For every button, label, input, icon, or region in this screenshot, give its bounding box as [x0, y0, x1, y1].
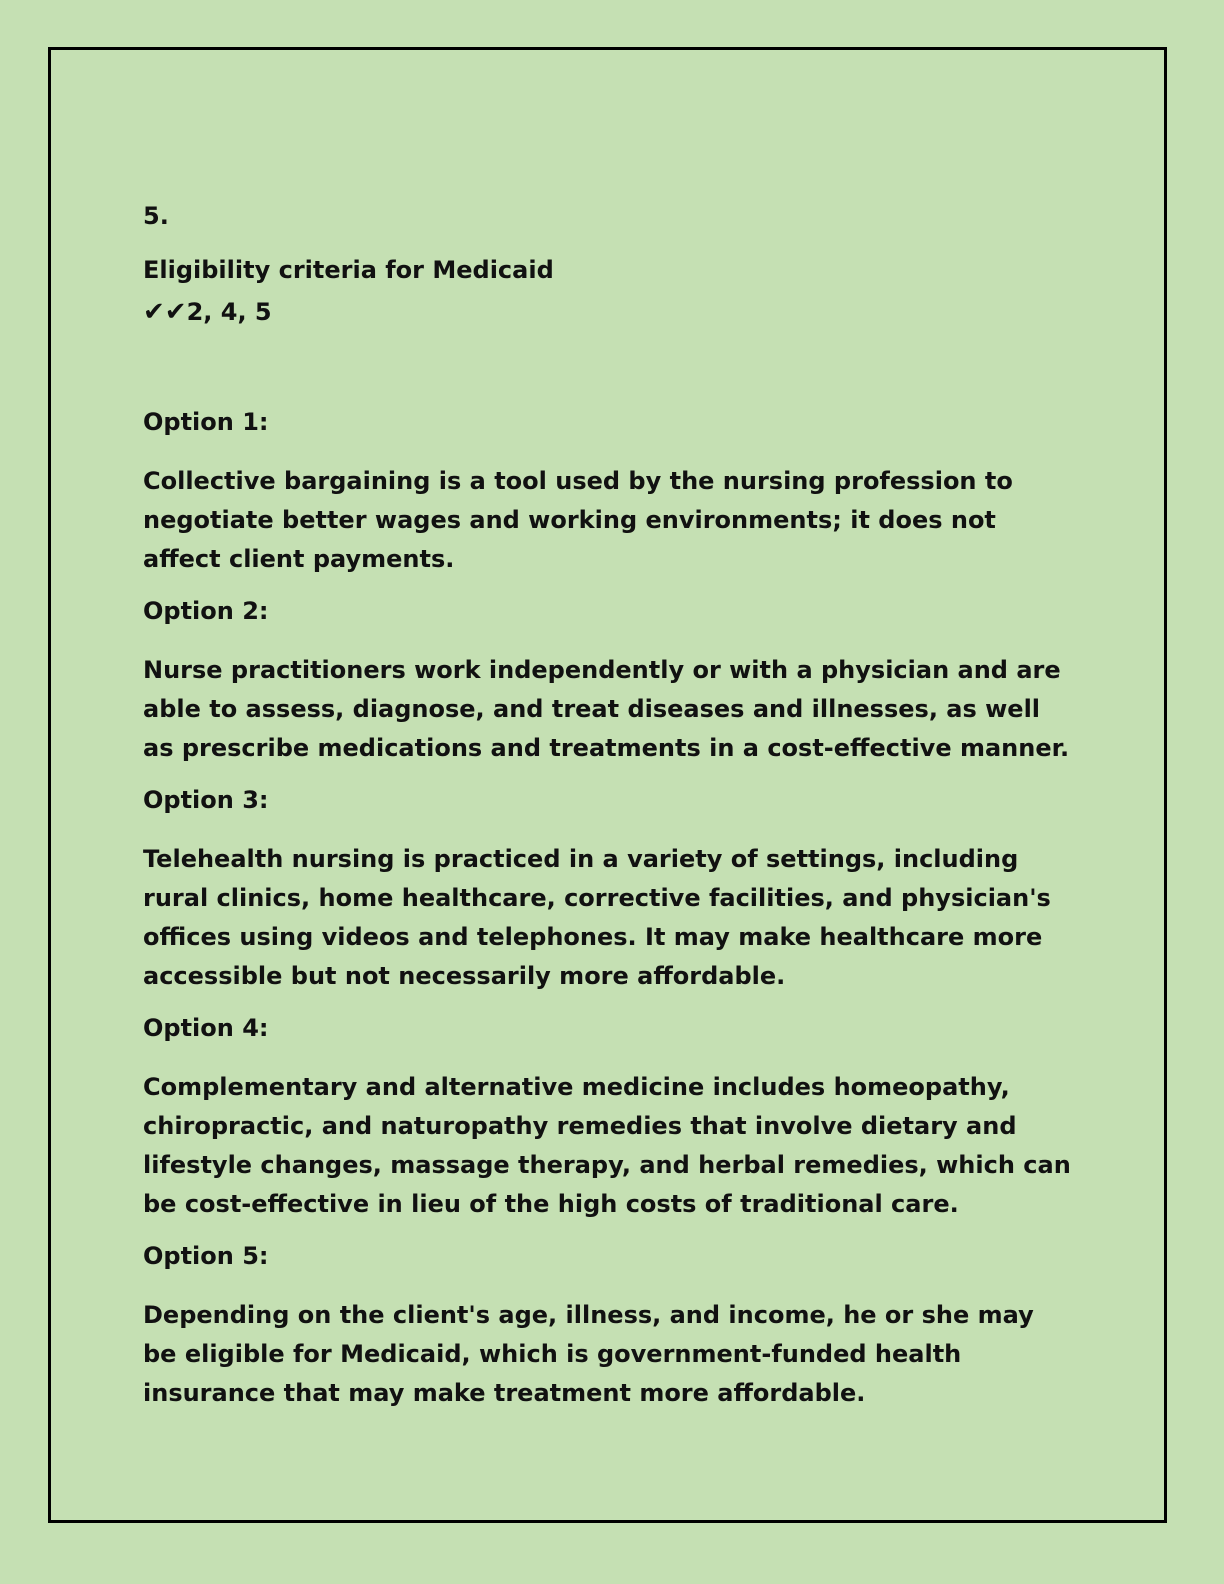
- option-text: Telehealth nursing is practiced in a variety of settings, including rural clinics, home healthcare, corrective facilities, and physician's offices using videos and telephones. It may make healthcare more accessible but not necessarily more affordable.: [143, 845, 1051, 990]
- option-2: [143, 595, 1073, 768]
- question-content: [143, 200, 1073, 1429]
- option-label: Option 1:: [143, 408, 269, 436]
- option-text: Complementary and alternative medicine includes homeopathy, chiropractic, and naturopathy remedies that involve dietary and lifestyle changes, massage therapy, and herbal remedies, which can be cost-effective in lieu of the high costs of traditional care.: [143, 1073, 1071, 1218]
- double-check-icon: ✔✔: [143, 297, 187, 327]
- option-label: Option 4:: [143, 1014, 269, 1042]
- option-text: Nurse practitioners work independently or with a physician and are able to assess, diagnose, and treat diseases and illnesses, as well as prescribe medications and treatments in a cost-effective manner.: [143, 656, 1070, 762]
- option-text: Depending on the client's age, illness, and income, he or she may be eligible for Medicaid, which is government-funded health insurance that may make treatment more affordable.: [143, 1301, 1034, 1407]
- option-text: Collective bargaining is a tool used by the nursing profession to negotiate better wages and working environments; it does not affect client payments.: [143, 467, 1013, 573]
- answer-value: 2, 4, 5: [186, 298, 272, 326]
- option-label: Option 3:: [143, 786, 269, 814]
- option-5: [143, 1240, 1073, 1413]
- question-number: 5.: [143, 202, 169, 230]
- answer-line: [143, 296, 1073, 328]
- option-4: [143, 1012, 1073, 1224]
- option-label: Option 5:: [143, 1242, 269, 1270]
- option-label: Option 2:: [143, 597, 269, 625]
- option-3: [143, 784, 1073, 996]
- question-title: Eligibility criteria for Medicaid: [143, 256, 554, 284]
- option-1: [143, 406, 1073, 579]
- options-list: [143, 406, 1073, 1413]
